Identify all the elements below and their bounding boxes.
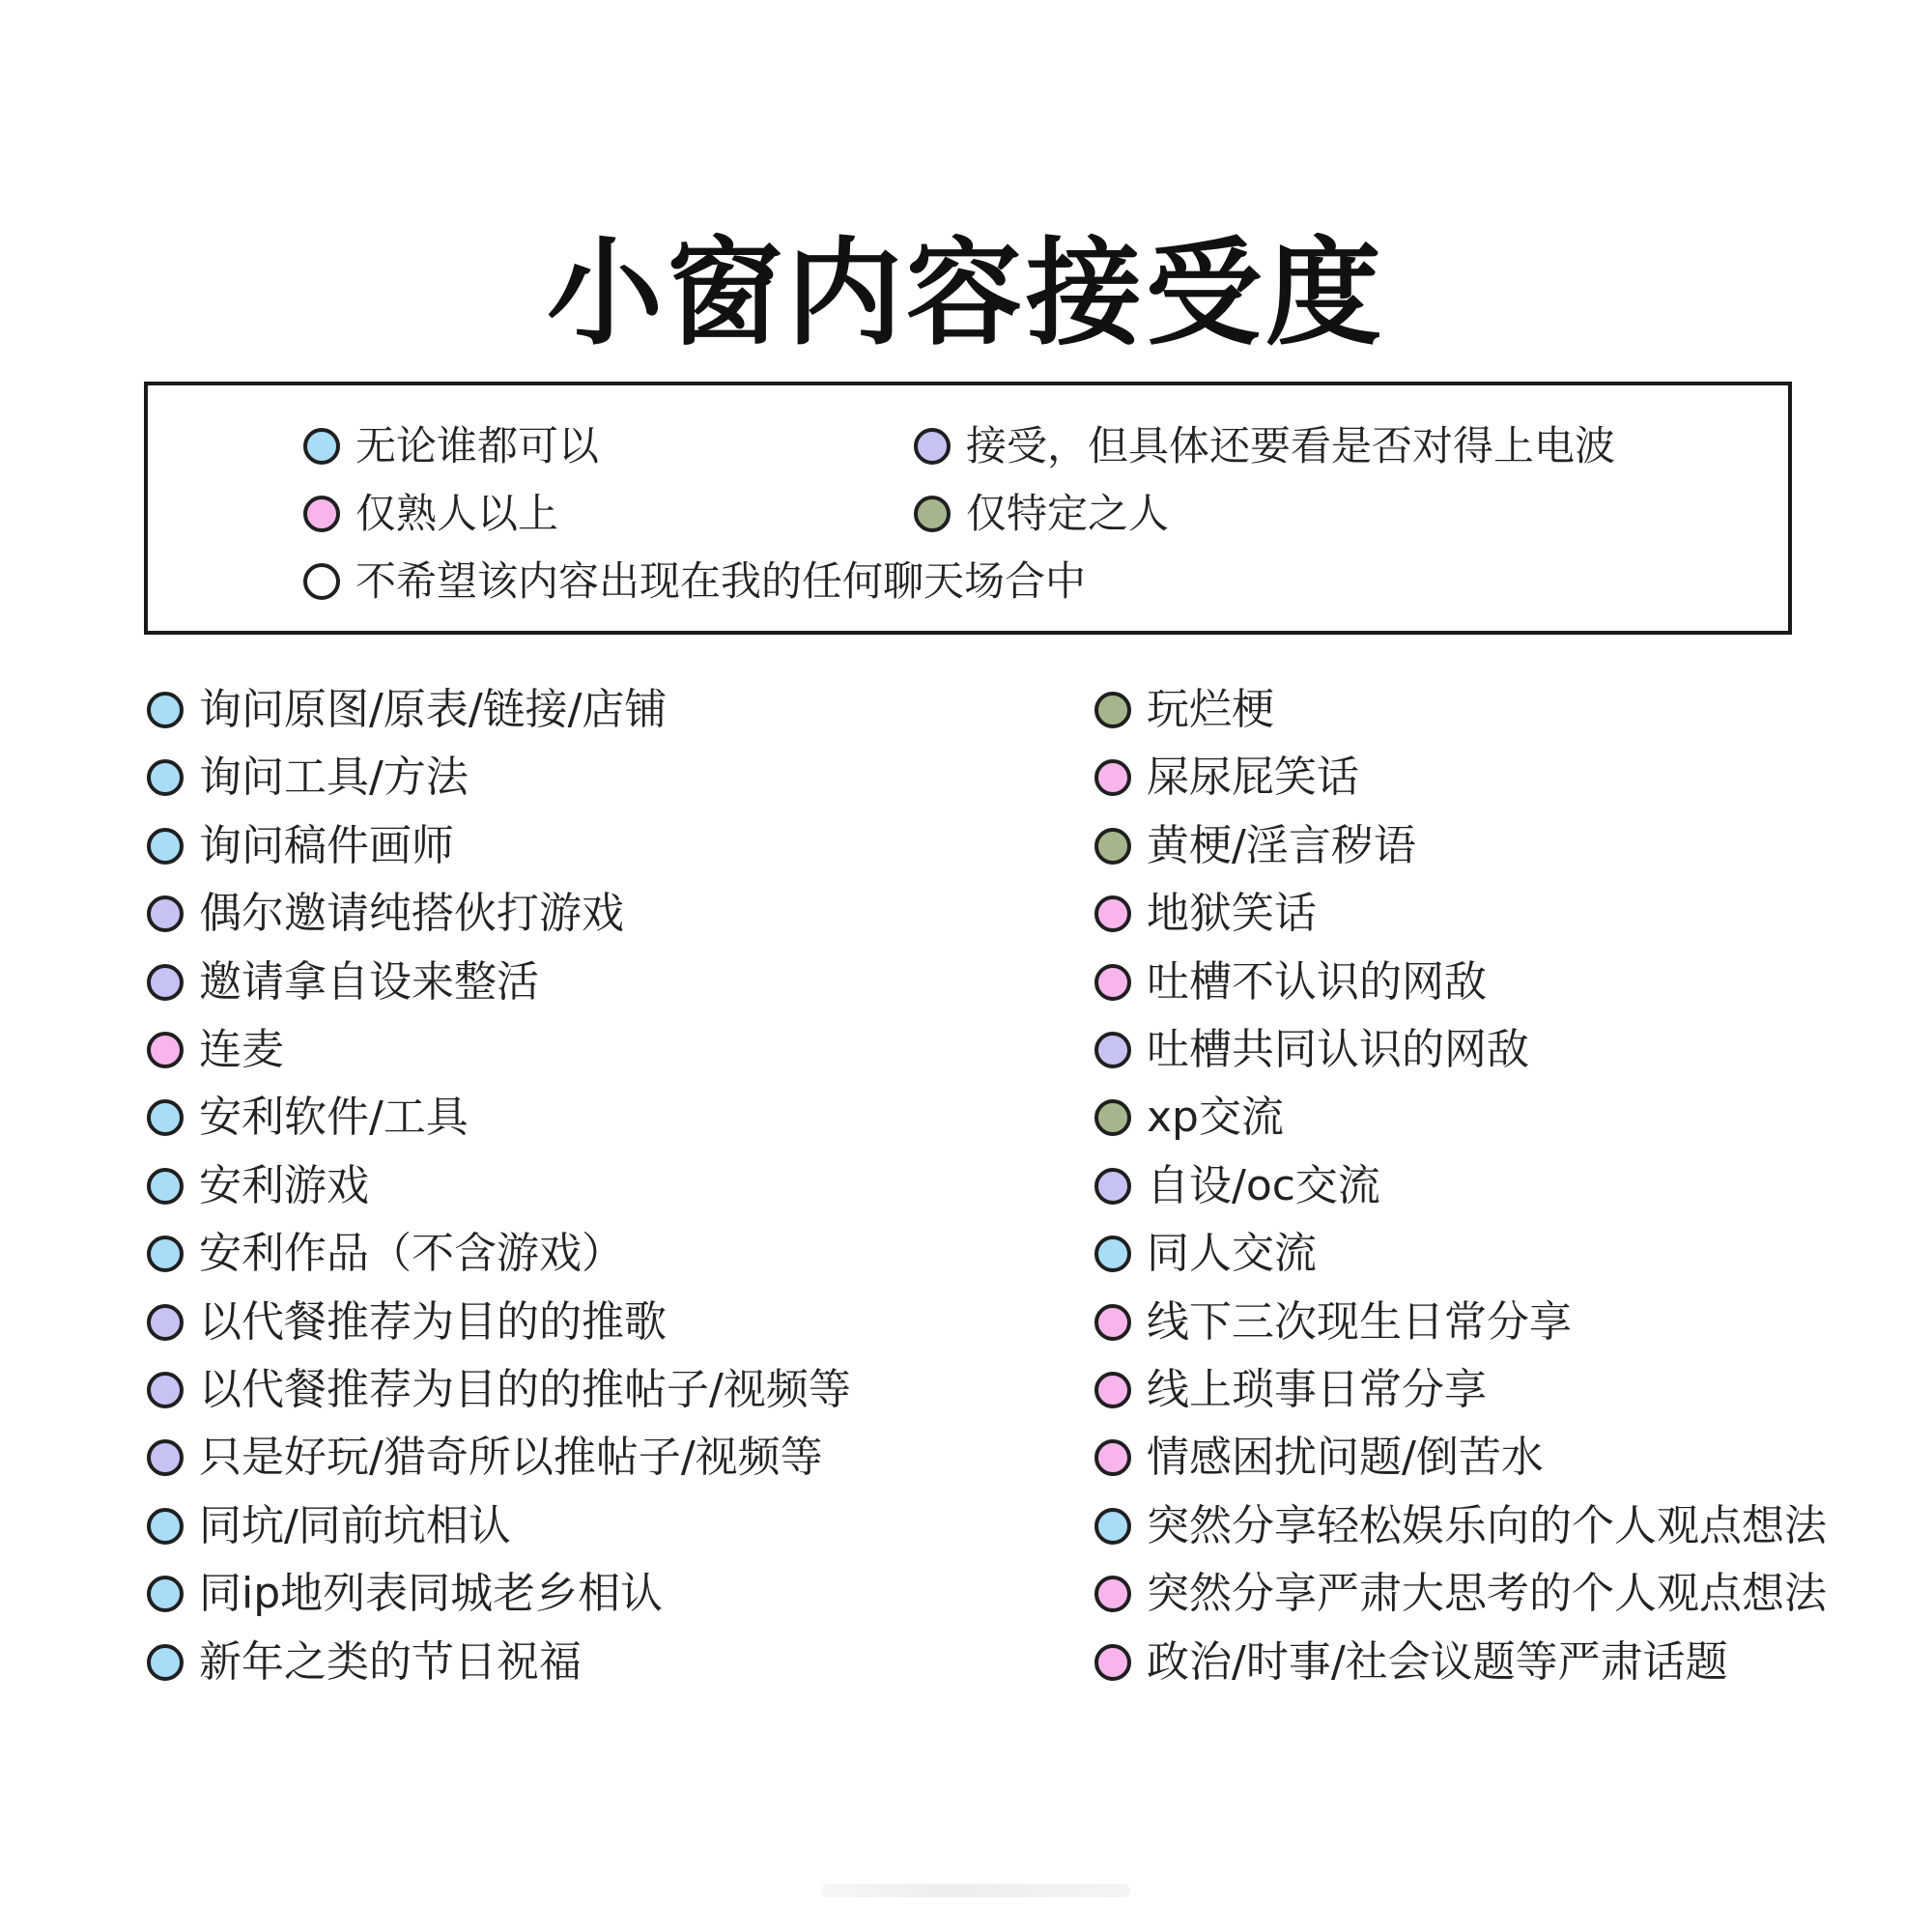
legend-item-label: 接受，但具体还要看是否对得上电波 [966, 422, 1616, 469]
list-item-label: 黄梗/淫言秽语 [1147, 821, 1416, 870]
list-item-label: 吐槽不认识的网敌 [1147, 957, 1487, 1007]
list-item-label: xp交流 [1147, 1093, 1284, 1142]
list-item [147, 1565, 663, 1623]
blue-circle-icon [303, 428, 340, 465]
list-item-label: 政治/时事/社会议题等严肃话题 [1147, 1637, 1728, 1687]
blue-circle-icon [147, 1236, 184, 1272]
purple-circle-icon [147, 895, 184, 932]
pink-circle-icon [147, 1032, 184, 1068]
legend-item [914, 417, 1615, 475]
green-circle-icon [1094, 828, 1131, 865]
list-item-label: 屎尿屁笑话 [1147, 753, 1359, 802]
purple-circle-icon [1094, 1032, 1131, 1068]
list-item-label: 地狱笑话 [1147, 889, 1317, 938]
pink-circle-icon [303, 496, 340, 532]
blue-circle-icon [1094, 1508, 1131, 1545]
list-item [1094, 1157, 1380, 1215]
list-item-label: 突然分享严肃大思考的个人观点想法 [1147, 1569, 1827, 1618]
list-item [147, 1293, 667, 1351]
list-item [1094, 1225, 1317, 1283]
legend-item-label: 仅特定之人 [966, 490, 1170, 537]
list-item-label: 玩烂梗 [1147, 685, 1274, 734]
purple-circle-icon [914, 428, 951, 465]
blue-circle-icon [147, 1168, 184, 1205]
list-item [147, 1089, 469, 1147]
list-item [1094, 749, 1359, 807]
list-item [147, 1497, 511, 1555]
list-item [1094, 1497, 1827, 1555]
list-item [147, 953, 539, 1011]
list-item [1094, 1429, 1544, 1487]
list-item-label: 自设/oc交流 [1147, 1161, 1380, 1210]
list-item [1094, 1634, 1728, 1691]
legend-item [303, 485, 558, 543]
list-item [1094, 1089, 1284, 1147]
pink-circle-icon [1094, 1439, 1131, 1476]
list-item [1094, 1565, 1827, 1623]
list-item [1094, 885, 1317, 943]
pink-circle-icon [1094, 1576, 1131, 1612]
list-item-label: 情感困扰问题/倒苦水 [1147, 1433, 1544, 1482]
green-circle-icon [914, 496, 951, 532]
list-item [147, 1157, 369, 1215]
legend-item-label: 不希望该内容出现在我的任何聊天场合中 [355, 557, 1087, 605]
list-item [1094, 1293, 1572, 1351]
list-item-label: 询问稿件画师 [199, 821, 454, 870]
pink-circle-icon [1094, 1644, 1131, 1681]
list-item-label: 询问原图/原表/链接/店铺 [199, 685, 668, 734]
green-circle-icon [1094, 692, 1131, 728]
list-item [147, 1634, 582, 1691]
blue-circle-icon [147, 1576, 184, 1612]
purple-circle-icon [147, 1439, 184, 1476]
list-item-label: 连麦 [199, 1025, 284, 1074]
list-item-label: 安利游戏 [199, 1161, 369, 1210]
list-item-label: 吐槽共同认识的网敌 [1147, 1025, 1529, 1074]
legend-item [303, 553, 1086, 611]
watermark-bar [821, 1884, 1130, 1897]
purple-circle-icon [1094, 1168, 1131, 1205]
list-item-label: 线下三次现生日常分享 [1147, 1297, 1572, 1347]
list-item [147, 681, 667, 739]
blue-circle-icon [147, 692, 184, 728]
list-item-label: 以代餐推荐为目的的推歌 [199, 1297, 667, 1347]
list-item [147, 885, 624, 943]
purple-circle-icon [147, 1372, 184, 1408]
blue-circle-icon [147, 1644, 184, 1681]
pink-circle-icon [1094, 1304, 1131, 1341]
pink-circle-icon [1094, 759, 1131, 796]
white-circle-icon [303, 563, 340, 600]
list-item-label: 同ip地列表同城老乡相认 [199, 1569, 664, 1618]
list-item-label: 新年之类的节日祝福 [199, 1637, 582, 1687]
list-item-label: 安利作品（不含游戏） [199, 1229, 624, 1278]
blue-circle-icon [147, 828, 184, 865]
list-item-label: 同人交流 [1147, 1229, 1317, 1278]
blue-circle-icon [147, 1099, 184, 1136]
list-item [1094, 1021, 1529, 1079]
list-item-label: 只是好玩/猎奇所以推帖子/视频等 [199, 1433, 823, 1482]
legend-item [914, 485, 1169, 543]
list-item [1094, 681, 1274, 739]
pink-circle-icon [1094, 895, 1131, 932]
blue-circle-icon [1094, 1236, 1131, 1272]
list-item-label: 线上琐事日常分享 [1147, 1365, 1487, 1414]
list-item [1094, 817, 1416, 875]
blue-circle-icon [147, 1508, 184, 1545]
list-item [147, 1225, 624, 1283]
legend-item [303, 417, 599, 475]
blue-circle-icon [147, 759, 184, 796]
pink-circle-icon [1094, 1372, 1131, 1408]
list-item-label: 突然分享轻松娱乐向的个人观点想法 [1147, 1501, 1827, 1550]
pink-circle-icon [1094, 964, 1131, 1001]
list-item-label: 偶尔邀请纯搭伙打游戏 [199, 889, 624, 938]
legend-item-label: 无论谁都可以 [355, 422, 600, 469]
purple-circle-icon [147, 1304, 184, 1341]
list-item [147, 1021, 284, 1079]
list-item [147, 1429, 823, 1487]
purple-circle-icon [147, 964, 184, 1001]
list-item [147, 1361, 851, 1419]
green-circle-icon [1094, 1099, 1131, 1136]
list-item-label: 询问工具/方法 [199, 753, 469, 802]
list-item [147, 749, 469, 807]
legend-item-label: 仅熟人以上 [355, 490, 559, 537]
list-item-label: 安利软件/工具 [199, 1093, 469, 1142]
list-item-label: 以代餐推荐为目的的推帖子/视频等 [199, 1365, 851, 1414]
list-item [1094, 953, 1487, 1011]
list-item [147, 817, 454, 875]
page-title: 小窗内容接受度 [547, 227, 1385, 361]
list-item-label: 邀请拿自设来整活 [199, 957, 539, 1007]
list-item-label: 同坑/同前坑相认 [199, 1501, 511, 1550]
list-item [1094, 1361, 1487, 1419]
